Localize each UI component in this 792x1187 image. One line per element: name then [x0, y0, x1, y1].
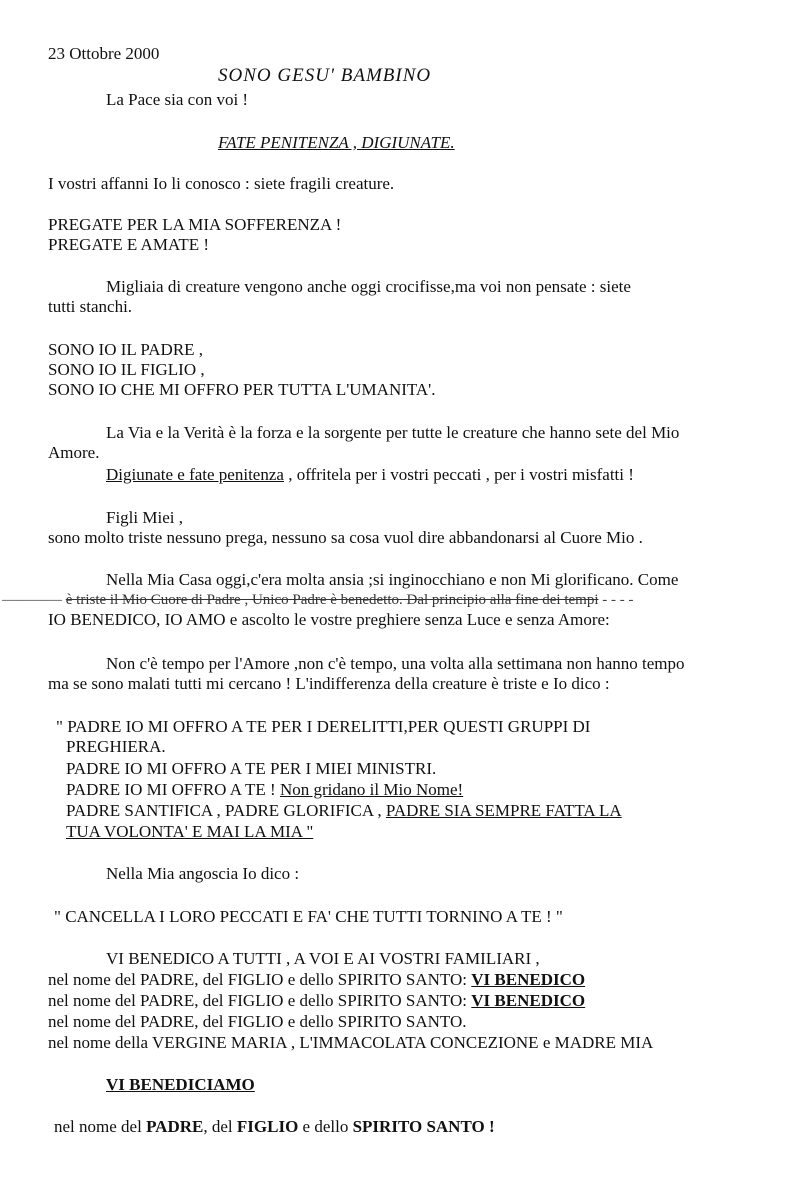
paragraph: IO BENEDICO, IO AMO e ascolto le vostre preghiere senza Luce e senza Amore: — [48, 610, 610, 629]
paragraph: La Via e la Verità è la forza e la sorgente per tutte le creature che hanno sete del Mio — [106, 423, 680, 442]
paragraph: I vostri affanni Io li conosco : siete fragili creature. — [48, 174, 395, 193]
final-text: ! — [484, 1117, 495, 1136]
declaration-line: SONO IO CHE MI OFFRO PER TUTTA L'UMANITA'. — [48, 380, 436, 399]
final-text: e dello — [298, 1117, 353, 1136]
blessing-text: nel nome del PADRE, del FIGLIO e dello SPIRITO SANTO: — [48, 991, 472, 1010]
closing-heading: VI BENEDICIAMO — [106, 1075, 255, 1094]
struck-line — [2, 590, 634, 610]
blessing-line — [48, 970, 585, 990]
blessing-text: nel nome del PADRE, del FIGLIO e dello SPIRITO SANTO: — [48, 970, 472, 989]
blessing-line — [48, 991, 585, 1011]
underlined-text: PADRE SIA SEMPRE FATTA LA — [385, 801, 622, 820]
paragraph: Migliaia di creature vengono anche oggi crocifisse,ma voi non pensate : siete — [106, 277, 631, 296]
dash-mark: ———— — [2, 592, 62, 608]
bold-word: FIGLIO — [236, 1117, 299, 1136]
paragraph: Nella Mia Casa oggi,c'era molta ansia ;si inginocchiano e non Mi glorificano. Come — [106, 570, 679, 589]
quote-line: TUA VOLONTA' E MAI LA MIA " — [66, 822, 314, 841]
final-text: nel nome del — [54, 1117, 147, 1136]
underlined-text: Non gridano il Mio Nome! — [279, 780, 464, 799]
quote-line: " PADRE IO MI OFFRO A TE PER I DERELITTI,PER QUESTI GRUPPI DI — [56, 717, 591, 736]
paragraph: tutti stanchi. — [48, 297, 133, 316]
quote-text: PADRE SANTIFICA , PADRE GLORIFICA , — [66, 801, 386, 820]
greeting: La Pace sia con voi ! — [106, 90, 249, 109]
blessing-line: VI BENEDICO A TUTTI , A VOI E AI VOSTRI FAMILIARI , — [106, 949, 540, 968]
bold-word: PADRE — [146, 1117, 204, 1136]
underlined-text: Digiunate e fate penitenza — [106, 465, 284, 484]
invocation: " CANCELLA I LORO PECCATI E FA' CHE TUTTI TORNINO A TE ! " — [54, 907, 563, 926]
declaration-line: SONO IO IL PADRE , — [48, 340, 204, 359]
paragraph — [106, 465, 634, 485]
bold-blessing: VI BENEDICO — [471, 991, 586, 1010]
dash-mark: - - - - — [602, 592, 634, 608]
struck-text: è triste il Mio Cuore di Padre , Unico Padre è benedetto. Dal principio alla fine dei tempi — [65, 592, 599, 608]
bold-word: SPIRITO SANTO — [352, 1117, 485, 1136]
bold-blessing: VI BENEDICO — [471, 970, 586, 989]
prayer-line: PREGATE E AMATE ! — [48, 235, 210, 254]
paragraph: Figli Miei , — [106, 508, 183, 527]
prayer-line: PREGATE PER LA MIA SOFFERENZA ! — [48, 215, 342, 234]
section-heading: FATE PENITENZA , DIGIUNATE. — [218, 133, 455, 152]
paragraph: sono molto triste nessuno prega, nessuno sa cosa vuol dire abbandonarsi al Cuore Mio . — [48, 528, 643, 547]
paragraph: Amore. — [48, 443, 100, 462]
quote-line — [66, 801, 622, 821]
quote-line: PREGHIERA. — [66, 737, 166, 756]
declaration-line: SONO IO IL FIGLIO , — [48, 360, 205, 379]
quote-text: PADRE IO MI OFFRO A TE ! — [66, 780, 280, 799]
quote-line — [66, 780, 463, 800]
final-text: , del — [203, 1117, 237, 1136]
final-line — [54, 1117, 495, 1137]
paragraph-text: , offritela per i vostri peccati , per i vostri misfatti ! — [283, 465, 634, 484]
paragraph: Nella Mia angoscia Io dico : — [106, 864, 300, 883]
quote-line: PADRE IO MI OFFRO A TE PER I MIEI MINISTRI. — [66, 759, 437, 778]
blessing-line: nel nome della VERGINE MARIA , L'IMMACOLATA CONCEZIONE e MADRE MIA — [48, 1033, 654, 1052]
date: 23 Ottobre 2000 — [48, 44, 160, 63]
paragraph: Non c'è tempo per l'Amore ,non c'è tempo, una volta alla settimana non hanno tempo — [106, 654, 685, 673]
page-title: SONO GESU' BAMBINO — [218, 65, 432, 86]
paragraph: ma se sono malati tutti mi cercano ! L'indifferenza della creature è triste e Io dico : — [48, 674, 610, 693]
blessing-line: nel nome del PADRE, del FIGLIO e dello SPIRITO SANTO. — [48, 1012, 467, 1031]
